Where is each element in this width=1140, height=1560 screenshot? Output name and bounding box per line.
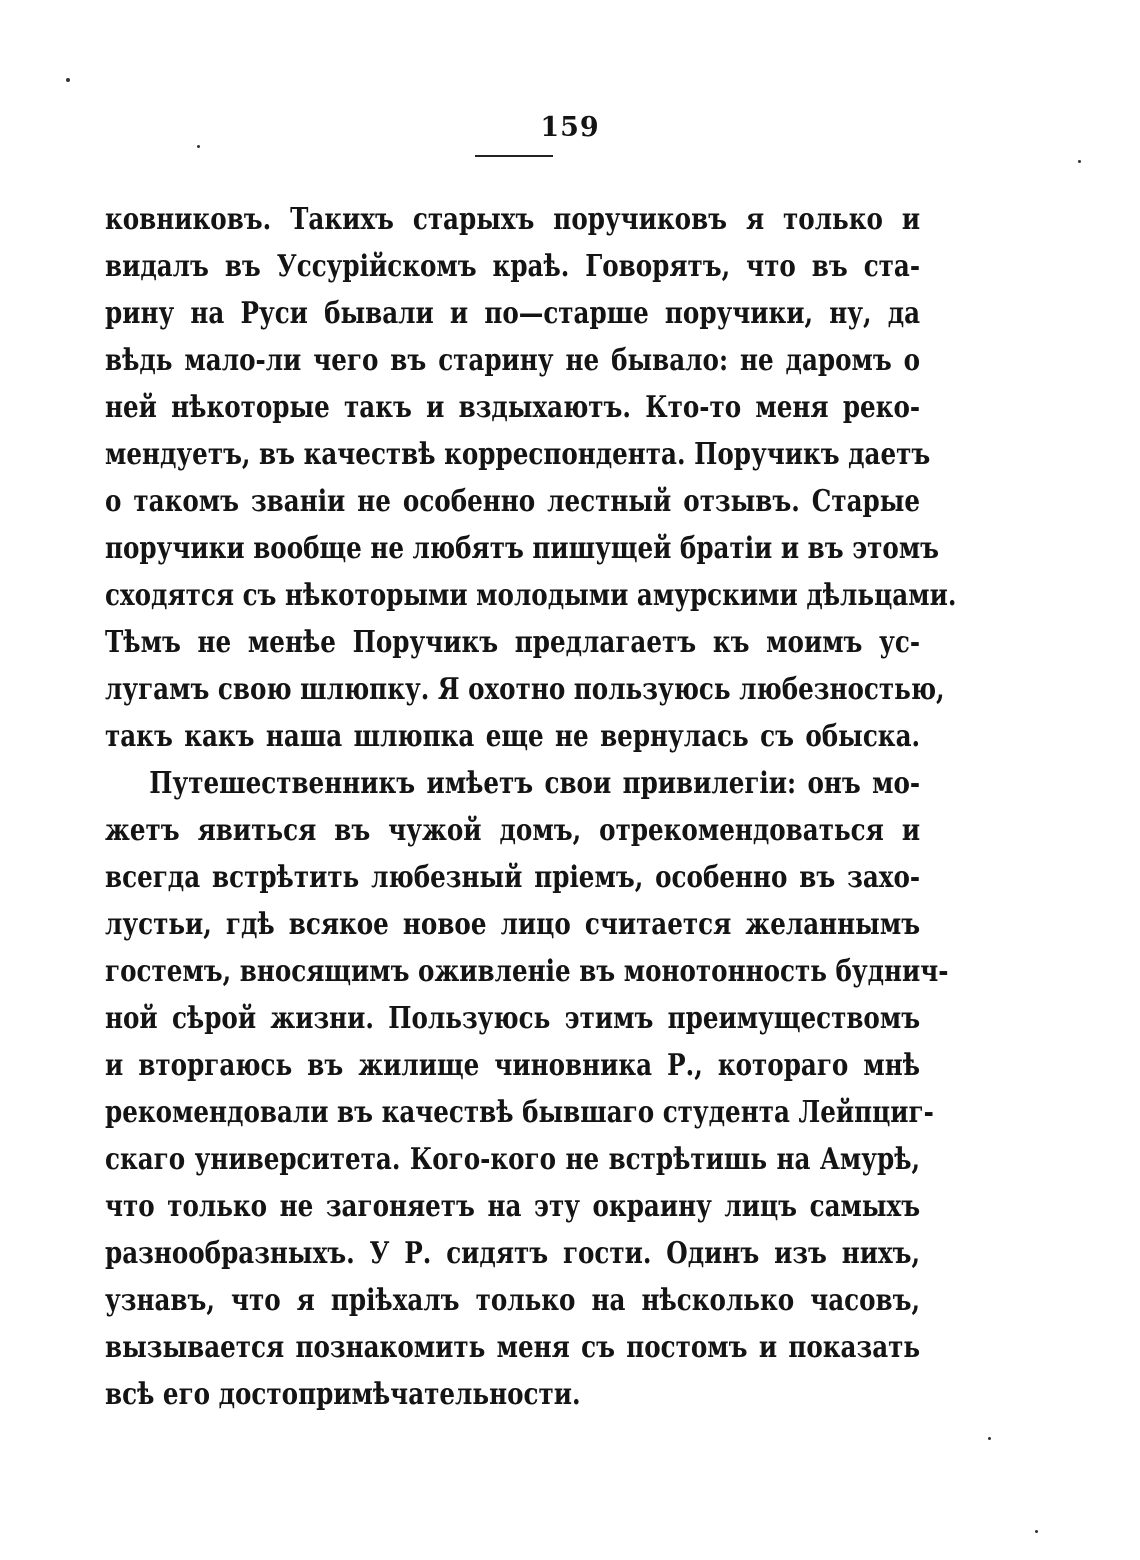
text-line: ной сѣрой жизни. Пользуюсь этимъ преимуществомъ: [105, 1001, 921, 1036]
scan-speck: [988, 1437, 991, 1440]
text-line: жетъ явиться въ чужой домъ, отрекомендоваться и: [105, 813, 921, 848]
text-line: о такомъ званіи не особенно лестный отзывъ. Старые: [105, 484, 921, 519]
text-line: разнообразныхъ. У Р. сидятъ гости. Одинъ изъ нихъ,: [105, 1236, 921, 1271]
body-text: [105, 196, 957, 1418]
text-line: всѣ его достопримѣчательности.: [105, 1377, 581, 1412]
scan-speck: [197, 145, 200, 148]
page-number: 159: [540, 112, 600, 143]
text-line: рину на Руси бывали и по—старше поручики, ну, да: [105, 296, 921, 331]
text-line: Тѣмъ не менѣе Поручикъ предлагаетъ къ моимъ ус-: [105, 625, 921, 660]
text-line: и вторгаюсь въ жилище чиновника Р., котораго мнѣ: [105, 1048, 921, 1083]
text-line: вызывается познакомить меня съ постомъ и показать: [105, 1330, 921, 1365]
text-line: Путешественникъ имѣетъ свои привилегіи: онъ мо-: [149, 766, 921, 801]
text-line: такъ какъ наша шлюпка еще не вернулась съ обыска.: [105, 719, 921, 754]
text-line: мендуетъ, въ качествѣ корреспондента. Поручикъ даетъ: [105, 437, 931, 472]
text-line: ковниковъ. Такихъ старыхъ поручиковъ я только и: [105, 202, 921, 237]
text-line: всегда встрѣтить любезный пріемъ, особенно въ захо-: [105, 860, 921, 895]
text-line: вѣдь мало-ли чего въ старину не бывало: не даромъ о: [105, 343, 921, 378]
text-line: что только не загоняетъ на эту окраину лицъ самыхъ: [105, 1189, 921, 1224]
text-line: гостемъ, вносящимъ оживленіе въ монотонность буднич-: [105, 954, 949, 989]
page-number-rule: [475, 155, 553, 157]
scan-speck: [1035, 1530, 1038, 1533]
text-line: лугамъ свою шлюпку. Я охотно пользуюсь любезностью,: [105, 672, 945, 707]
text-line: поручики вообще не любятъ пишущей братіи и въ этомъ: [105, 531, 940, 566]
text-line: сходятся съ нѣкоторыми молодыми амурскими дѣльцами.: [105, 578, 957, 613]
text-line: скаго университета. Кого-кого не встрѣтишь на Амурѣ,: [105, 1142, 921, 1177]
text-line: рекомендовали въ качествѣ бывшаго студента Лейпциг-: [105, 1095, 934, 1130]
text-line: видалъ въ Уссурійскомъ краѣ. Говорятъ, что въ ста-: [105, 249, 921, 284]
text-line: ней нѣкоторые такъ и вздыхаютъ. Кто-то меня реко-: [105, 390, 921, 425]
text-line: узнавъ, что я пріѣхалъ только на нѣсколько часовъ,: [105, 1283, 921, 1318]
scan-speck: [66, 78, 70, 82]
text-line: лустьи, гдѣ всякое новое лицо считается желаннымъ: [105, 907, 921, 942]
scan-speck: [1078, 160, 1081, 163]
